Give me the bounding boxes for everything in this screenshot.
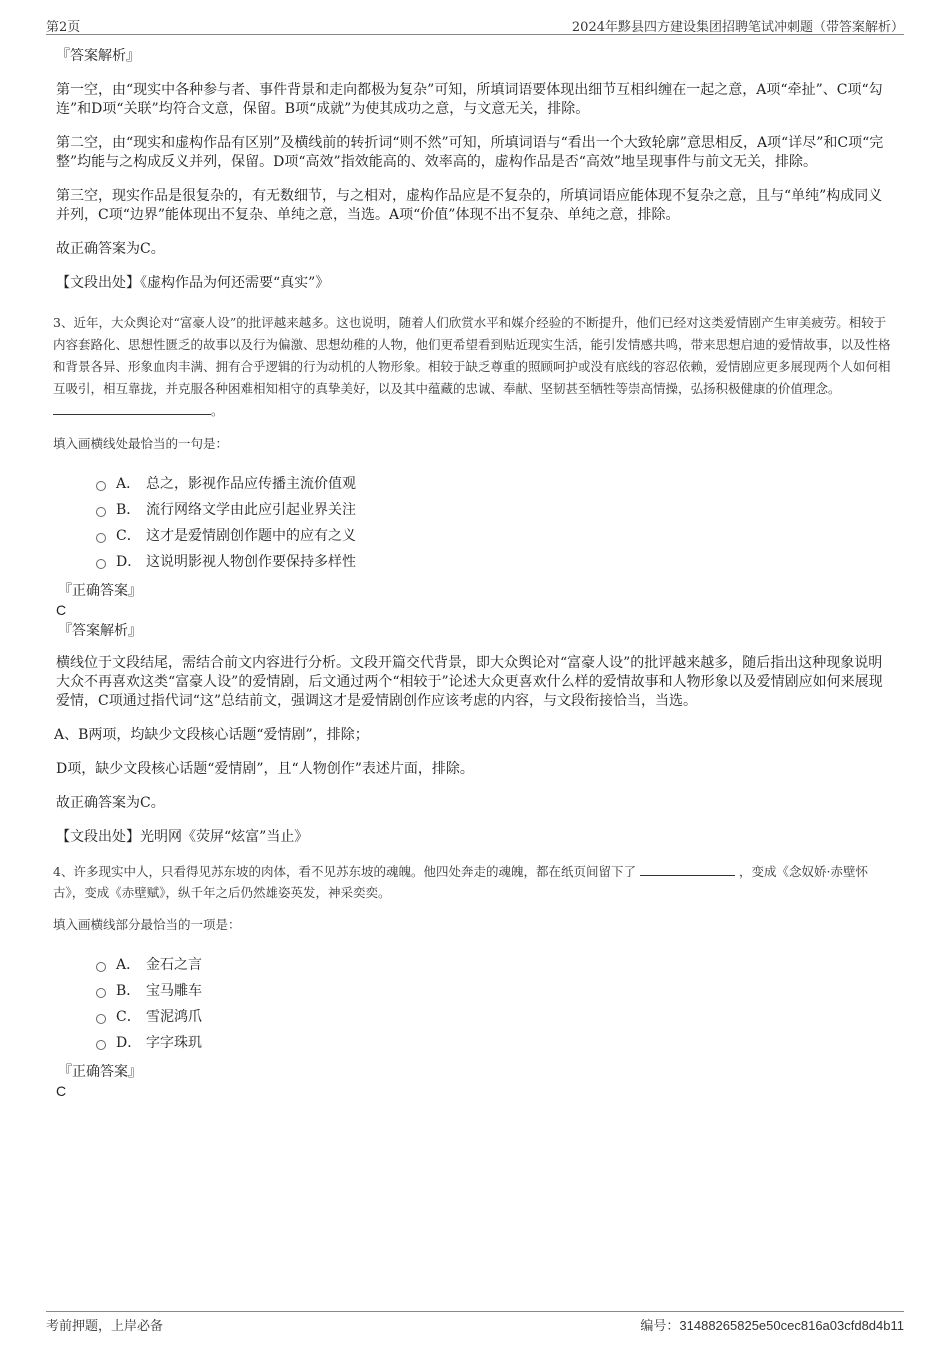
correct-answer: C [56,602,67,618]
option-text: 这说明影视人物创作要保持多样性 [146,554,356,570]
option-c[interactable] [96,1004,896,1030]
radio-icon[interactable] [96,481,106,491]
option-c[interactable] [96,523,896,549]
analysis-paragraph: A、B两项，均缺少文段核心话题“爱情剧”，排除； [54,727,369,743]
document-code: 编号：31488265825e50cec816a03cfd8d4b11 [640,1318,904,1333]
question-3-stem [53,312,896,422]
question-4-text-end: ，变成《念奴娇·赤壁怀古》，变成《赤壁赋》，纵千年之后仍然雄姿英发，神采奕奕。 [53,864,868,900]
option-d[interactable] [96,549,896,575]
option-letter: C． [116,1009,141,1025]
option-b[interactable] [96,497,896,523]
option-letter: C． [116,528,141,544]
page-number: 第2页 [46,20,81,35]
option-text: 金石之言 [146,957,202,973]
question-3-text-end: 。 [211,403,224,418]
option-text: 流行网络文学由此应引起业界关注 [146,502,356,518]
question-3-prompt: 填入画横线处最恰当的一句是： [53,436,229,451]
option-text: 雪泥鸿爪 [146,1009,202,1025]
analysis-paragraph: D项，缺少文段核心话题“爱情剧”，且“人物创作”表述片面，排除。 [56,761,474,777]
page-content [53,40,896,1100]
question-4-prompt: 填入画横线部分最恰当的一项是： [53,917,241,932]
question-3-text: 3、近年，大众舆论对“富豪人设”的批评越来越多。这也说明，随着人们欣赏水平和媒介经验的不断提升，他们已经对这类爱情剧产生审美疲劳。相较于内容套路化、思想性匮乏的故事以及行为偏激、思想幼稚的人物，他们更希望看到贴近现实生活，能引发情感共鸣，带来思想启迪的爱情故事，以及性格和背景各异、形象血肉丰满、拥有合乎逻辑的行为动机的人物形象。相较于缺乏尊重的照顾呵护或没有底线的容忍依赖，爱情剧应更多展现两个人如何相互吸引，相互靠拢，并克服各种困难相知相守的真挚美好，以及其中蕴藏的忠诚、奉献、坚韧甚至牺牲等崇高情操，弘扬积极健康的价值理念。 [53,315,891,396]
radio-icon[interactable] [96,533,106,543]
question-4-options [56,952,896,1056]
answer-blank [640,861,735,876]
analysis-paragraph: 第三空，现实作品是很复杂的，有无数细节，与之相对，虚构作品应是不复杂的，所填词语应能体现不复杂之意，且与“单纯”构成同义并列，C项“边界”能体现出不复杂、单纯之意，当选。A项“价值”体现不出不复杂、单纯之意，排除。 [56,188,883,223]
radio-icon[interactable] [96,988,106,998]
footer-slogan: 考前押题，上岸必备 [46,1319,164,1334]
option-a[interactable] [96,952,896,978]
radio-icon[interactable] [96,1040,106,1050]
analysis-paragraph: 横线位于文段结尾，需结合前文内容进行分析。文段开篇交代背景，即大众舆论对“富豪人设”的批评越来越多，随后指出这种现象说明大众不再喜欢这类“富豪人设”的爱情剧，后文通过两个“相较于”论述大众更喜欢什么样的爱情故事和人物形象以及爱情剧应如何来展现爱情，C项通过指代词“这”总结前文，强调这才是爱情剧创作应该考虑的内容，与文段衔接恰当，当选。 [56,655,883,709]
passage-source: 【文段出处】光明网《荧屏“炫富”当止》 [56,829,309,845]
radio-icon[interactable] [96,1014,106,1024]
question-4-stem [53,861,896,903]
option-d[interactable] [96,1030,896,1056]
option-text: 字字珠玑 [146,1035,202,1051]
document-title: 2024年黟县四方建设集团招聘笔试冲刺题（带答案解析） [571,20,904,35]
option-text: 宝马雕车 [146,983,202,999]
option-a[interactable] [96,471,896,497]
option-text: 总之，影视作品应传播主流价值观 [146,476,356,492]
option-letter: B． [116,983,141,999]
option-letter: A． [116,476,141,492]
correct-answer-label: 『正确答案』 [58,1064,142,1080]
correct-answer-label: 『正确答案』 [58,583,142,599]
option-letter: A． [116,957,141,973]
analysis-conclusion: 故正确答案为C。 [56,795,165,811]
analysis-conclusion: 故正确答案为C。 [56,241,165,257]
analysis-paragraph: 第一空，由“现实中各种参与者、事件背景和走向都极为复杂”可知，所填词语要体现出细节互相纠缠在一起之意，A项“牵扯”、C项“勾连”和D项“关联”均符合文意，保留。B项“成就”为使其成功之意，与文意无关，排除。 [56,82,883,117]
correct-answer: C [56,1083,67,1099]
option-letter: B． [116,502,141,518]
answer-blank [53,400,211,415]
analysis-label: 『答案解析』 [56,48,140,64]
question-3-options [56,471,896,575]
analysis-label: 『答案解析』 [58,623,142,639]
radio-icon[interactable] [96,962,106,972]
analysis-paragraph: 第二空，由“现实和虚构作品有区别”及横线前的转折词“则不然”可知，所填词语与“看出一个大致轮廓”意思相反，A项“详尽”和C项“完整”均能与之构成反义并列，保留。D项“高效”指效能高的、效率高的，虚构作品是否“高效”地呈现事件与前文无关，排除。 [56,135,884,170]
page-footer [46,1311,904,1332]
page-header [46,14,904,35]
option-letter: D． [116,1035,142,1051]
radio-icon[interactable] [96,559,106,569]
radio-icon[interactable] [96,507,106,517]
option-text: 这才是爱情剧创作题中的应有之义 [146,528,356,544]
question-4-text: 4、许多现实中人，只看得见苏东坡的肉体，看不见苏东坡的魂魄。他四处奔走的魂魄，都在纸页间留下了 [53,864,636,879]
option-letter: D． [116,554,142,570]
option-b[interactable] [96,978,896,1004]
passage-source: 【文段出处】《虚构作品为何还需要“真实”》 [56,275,330,291]
